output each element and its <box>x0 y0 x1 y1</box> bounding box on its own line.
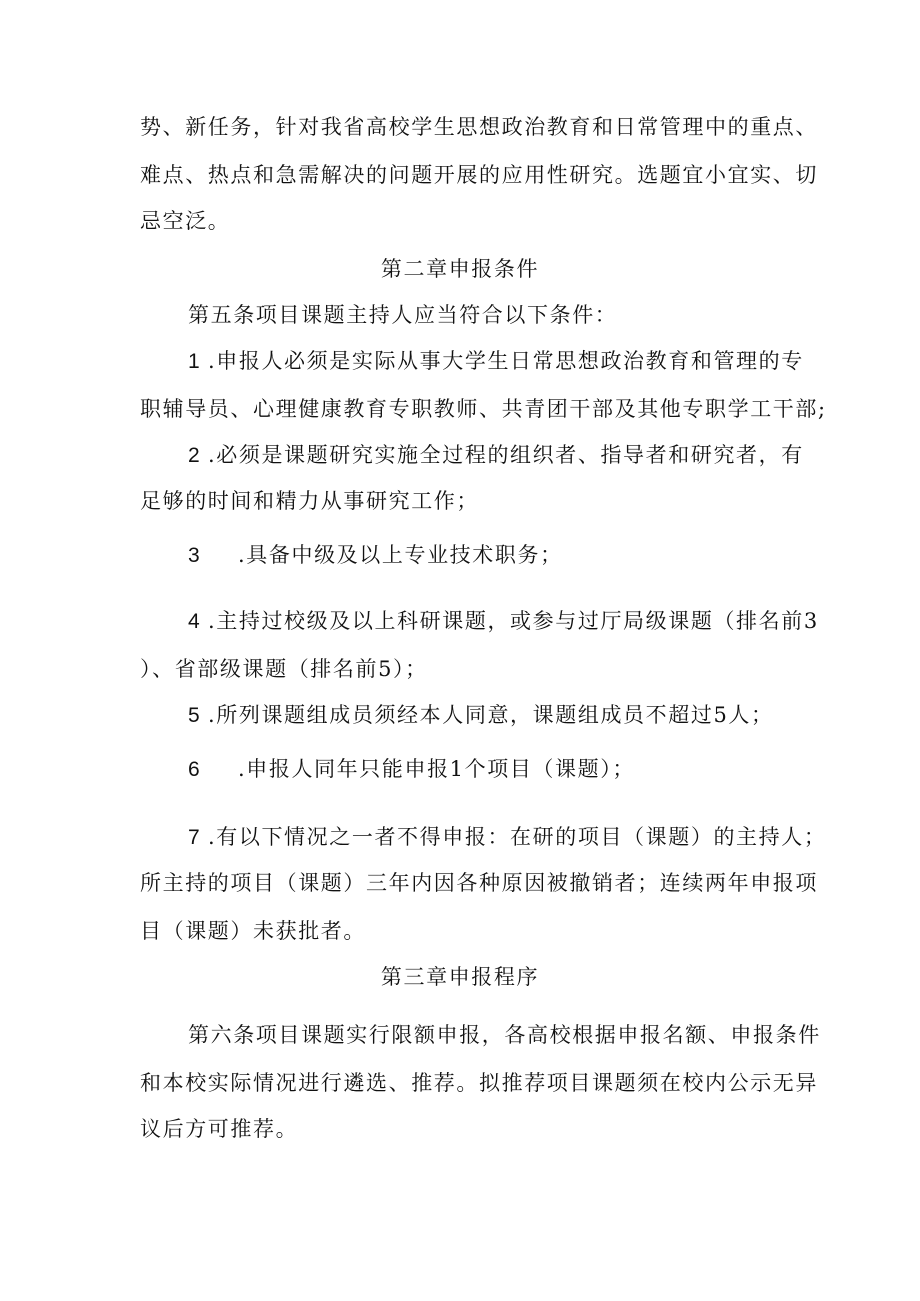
item-7-number: 7 <box>188 826 200 849</box>
chapter-3-heading: 第三章申报程序 <box>380 965 540 989</box>
item-2-number: 2 <box>188 444 200 467</box>
item-6-number: 6 <box>188 758 200 781</box>
article-6-line-1: 第六条项目课题实行限额申报，各高校根据申报名额、申报条件 <box>188 1023 821 1047</box>
intro-line-2: 难点、热点和急需解决的问题开展的应用性研究。选题宜小宜实、切 <box>140 163 818 187</box>
article-6-line-2: 和本校实际情况进行遴选、推荐。拟推荐项目课题须在校内公示无异 <box>140 1071 818 1095</box>
article-6-line-3: 议后方可推荐。 <box>140 1117 299 1141</box>
item-1-line-1 <box>188 346 804 377</box>
intro-line-1: 势、新任务，针对我省高校学生思想政治教育和日常管理中的重点、 <box>140 115 818 139</box>
item-6-text: .申报人同年只能申报1个项目（课题）； <box>238 757 635 781</box>
item-1-line-2: 职辅导员、心理健康教育专职教师、共青团干部及其他专职学工干部; <box>140 397 827 421</box>
item-1-number: 1 <box>188 350 200 373</box>
item-2-text: .必须是课题研究实施全过程的组织者、指导者和研究者，有 <box>207 443 804 467</box>
item-3-text: .具备中级及以上专业技术职务； <box>238 543 563 567</box>
item-2-line-2: 足够的时间和精力从事研究工作； <box>140 489 479 513</box>
item-7-text: .有以下情况之一者不得申报：在研的项目（课题）的主持人； <box>207 825 827 849</box>
item-4-line-2: ）、省部级课题（排名前5）； <box>140 657 428 681</box>
item-7-line-2: 所主持的项目（课题）三年内因各种原因被撤销者；连续两年申报项 <box>140 871 818 895</box>
item-2-line-1 <box>188 440 804 471</box>
item-5-text: .所列课题组成员须经本人同意，课题组成员不超过5人； <box>207 703 774 727</box>
item-5-number: 5 <box>188 704 200 727</box>
article-5-text: 第五条项目课题主持人应当符合以下条件： <box>188 303 618 327</box>
item-4-number: 4 <box>188 610 200 633</box>
chapter-2-heading: 第二章申报条件 <box>380 257 540 281</box>
item-3-line-1 <box>188 540 563 571</box>
item-7-line-1 <box>188 822 826 853</box>
item-7-line-3: 目（课题）未获批者。 <box>140 919 366 943</box>
item-1-text: .申报人必须是实际从事大学生日常思想政治教育和管理的专 <box>207 349 804 373</box>
item-4-text: .主持过校级及以上科研课题，或参与过厅局级课题（排名前3 <box>207 609 819 633</box>
item-4-line-1 <box>188 606 819 637</box>
intro-line-3: 忌空泛。 <box>140 209 231 233</box>
item-3-number: 3 <box>188 544 200 567</box>
item-5-line-1 <box>188 700 774 731</box>
item-6-line-1 <box>188 754 635 785</box>
